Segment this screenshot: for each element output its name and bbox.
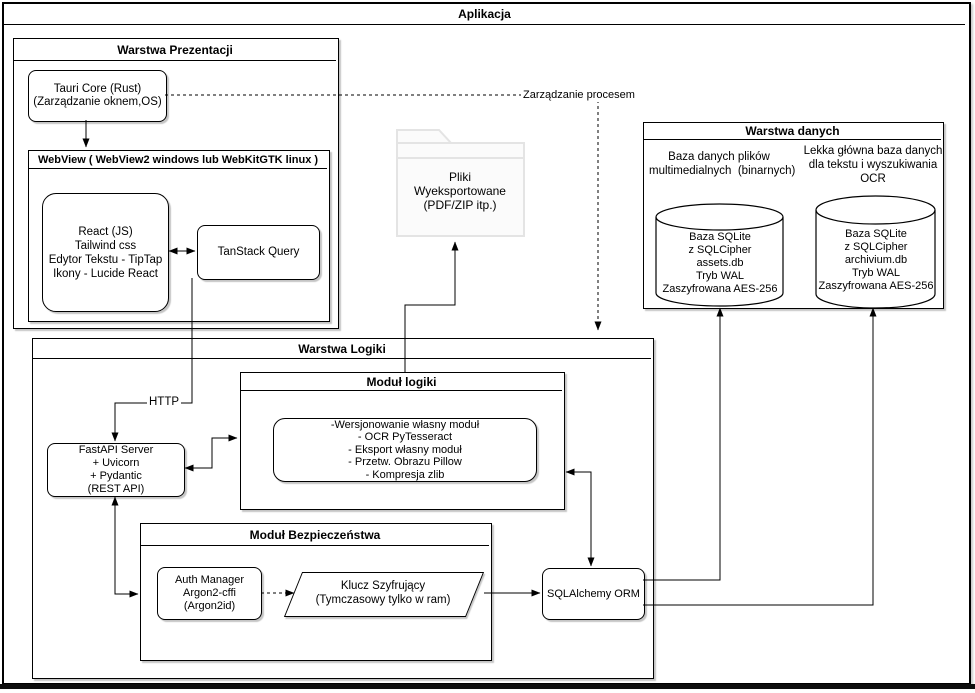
data-layer-title: Warstwa danych	[745, 124, 840, 138]
logic-module-list: -Wersjonowanie własny moduł - OCR PyTesseract - Eksport własny moduł - Przetw. Obrazu Pillow - Kompresja zlib	[273, 418, 537, 482]
logic-layer-title: Warstwa Logiki	[298, 341, 386, 356]
security-module-header	[141, 524, 489, 546]
logic-module-title: Moduł logiki	[366, 374, 437, 389]
webview-title: WebView ( WebView2 windows lub WebKitGTK linux )	[37, 153, 319, 166]
security-module-title: Moduł Bezpieczeństwa	[249, 527, 381, 542]
logic-layer-header	[33, 339, 651, 359]
logic-module-header	[241, 373, 562, 391]
exported-files-label: Pliki Wyeksportowane (PDF/ZIP itp.)	[414, 170, 506, 212]
media-db-caption: Baza danych plików multimedialnych (binarnych)	[649, 151, 796, 177]
sqlalchemy-orm-node	[542, 568, 645, 620]
text-db-caption: Lekka główna baza danych dla tekstu i wyszukiwania OCR	[803, 145, 943, 185]
tauri-core-node: Tauri Core (Rust) (Zarządzanie oknem,OS)	[28, 70, 167, 122]
data-layer-header	[644, 123, 941, 140]
media-db-text: Baza SQLite z SQLCipher assets.db Tryb WAL Zaszyfrowana AES-256	[662, 231, 778, 295]
http-label: HTTP	[149, 396, 180, 408]
application-title-band	[4, 4, 965, 25]
application-title: Aplikacja	[458, 7, 511, 21]
auth-manager-node: Auth Manager Argon2-cffi (Argon2id)	[157, 567, 262, 620]
process-management-label: Zarządzanie procesem	[523, 89, 635, 101]
text-db-text: Baza SQLite z SQLCipher archivium.db Tryb WAL Zaszyfrowana AES-256	[818, 228, 934, 292]
sqlalchemy-orm-label: SQLAlchemy ORM	[547, 587, 640, 600]
react-node: React (JS) Tailwind css Edytor Tekstu - TipTap Ikony - Lucide React	[42, 193, 169, 312]
encryption-key-text: Klucz Szyfrujący (Tymczasowy tylko w ram)	[315, 580, 451, 606]
presentation-layer-header	[14, 39, 336, 61]
webview-header	[29, 151, 327, 169]
window-bottom-edge	[0, 684, 975, 689]
fastapi-node: FastAPI Server + Uvicorn + Pydantic (REST API)	[47, 443, 185, 497]
presentation-layer-title: Warstwa Prezentacji	[117, 42, 233, 57]
tanstack-query-label: TanStack Query	[217, 246, 300, 258]
tanstack-query-node	[197, 225, 320, 280]
